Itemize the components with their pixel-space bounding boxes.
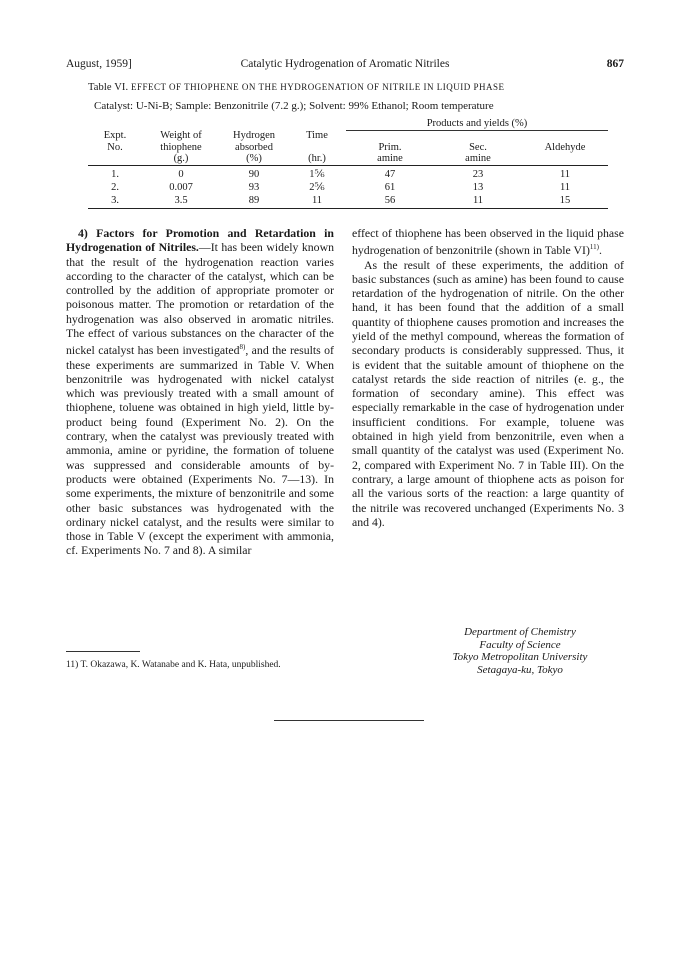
header-date: August, 1959]	[66, 58, 132, 70]
page-number: 867	[606, 58, 624, 70]
table-label: Table VI.	[88, 82, 129, 93]
table-title: EFFECT OF THIOPHENE ON THE HYDROGENATION OF NITRILE IN LIQUID PHASE	[130, 82, 505, 92]
footnote-divider	[66, 651, 140, 652]
running-header	[66, 58, 624, 70]
body-paragraph: 4) Factors for Promotion and Retardation in Hydrogenation of Nitriles.—It has been widely known that the result of the hydrogenation reaction varies according to the character of the catalyst, which can be controlled by the addition of appropriate promoter or poisonous matter. The promotion or retardation of the hydrogenation was also observed in aromatic nitriles. The effect of various substances on the character of the nickel catalyst has been investigated$^{8)}$, and the results of these experiments are summarized in Table V. When benzonitrile was hydrogenated with nickel catalyst which was previously treated with a small amount of thiophene, toluene was obtained in high yield, little by-product being found (Experiment No. 2). On the contrary, when the catalyst was previously treated with ammonia, amine or pyridine, the formation of toluene was suppressed and considerable amounts of by-products were obtained (Experiments No. 7—13). In some experiments, the mixture of benzonitrile and some other basic substances was hydrogenated with the ordinary nickel catalyst, and the results were similar to those in Table V (except the experiment with ammonia, cf. Experiments No. 7 and 8). A similar	[66, 226, 334, 558]
header-title: Catalytic Hydrogenation of Aromatic Nitriles	[240, 58, 450, 70]
col-sec-header: Sec. amine	[434, 130, 522, 165]
end-divider	[274, 720, 424, 721]
col-prim-header: Prim. amine	[346, 130, 434, 165]
col-thiophene-header: Weight of thiophene (g.)	[160, 130, 202, 164]
table-header-row-1	[88, 118, 608, 130]
section-heading: 4) Factors for Promotion and Retardation in Hydrogenation of Nitriles.	[66, 226, 334, 255]
right-column	[352, 226, 624, 529]
col-aldehyde-header: Aldehyde	[522, 130, 608, 165]
reference-8: 8)	[239, 343, 246, 352]
col-time-header: Time (hr.)	[306, 130, 328, 164]
col-hydrogen-header: Hydrogen absorbed (%)	[233, 130, 275, 164]
results-table	[88, 118, 608, 209]
footnote: 11) T. Okazawa, K. Watanabe and K. Hata, unpublished.	[66, 660, 281, 670]
table-conditions: Catalyst: U-Ni-B; Sample: Benzonitrile (7.2 g.); Solvent: 99% Ethanol; Room temperature	[94, 100, 494, 112]
body-paragraph: As the result of these experiments, the addition of basic substances (such as amine) has been found to cause retardation of the hydrogenation of nitrile. On the other hand, it has been found that the addition of a small quantity of thiophene causes promotion and increases the yield of the methyl compound, whereas the formation of secondary products is considerably suppressed. Thus, it is evident that the suitable amount of thiophene on the catalyst retards the side reaction of nitriles (e. g., the formation of secondary amine). This effect was especially remarkable in the case of hydrogenation under insufficient conditions. For example, toluene was obtained in high yield from benzonitrile, even when a small quantity of the catalyst was used (Experiment No. 2, compared with Experiment No. 7 in Table III). On the contrary, a large amount of thiophene acts as poison for all the various sorts of the reaction: a large quantity of the nitrile was recovered unchanged (Experiments No. 3 and 4).	[352, 257, 624, 529]
table-header-row-2	[88, 130, 608, 165]
reference-11: 11)	[589, 243, 599, 252]
products-group-header: Products and yields (%)	[426, 118, 528, 129]
table-caption	[88, 82, 608, 93]
table-row: 1. 0 90 1⅚ 47 23 11	[111, 169, 571, 181]
table-row: 2. 0.007 93 2⅚ 61 13 11	[111, 182, 571, 194]
body-paragraph: effect of thiophene has been observed in the liquid phase hydrogenation of benzonitrile (shown in Table VI)$^{11)}$.	[352, 226, 624, 258]
col-expt-header: Expt. No.	[103, 130, 127, 153]
table-row: 3. 3.5 89 11 56 11 15	[111, 195, 571, 207]
left-column	[66, 226, 334, 558]
author-affiliation: Department of Chemistry Faculty of Science Tokyo Metropolitan University Setagaya-ku, Tokyo	[452, 626, 588, 676]
